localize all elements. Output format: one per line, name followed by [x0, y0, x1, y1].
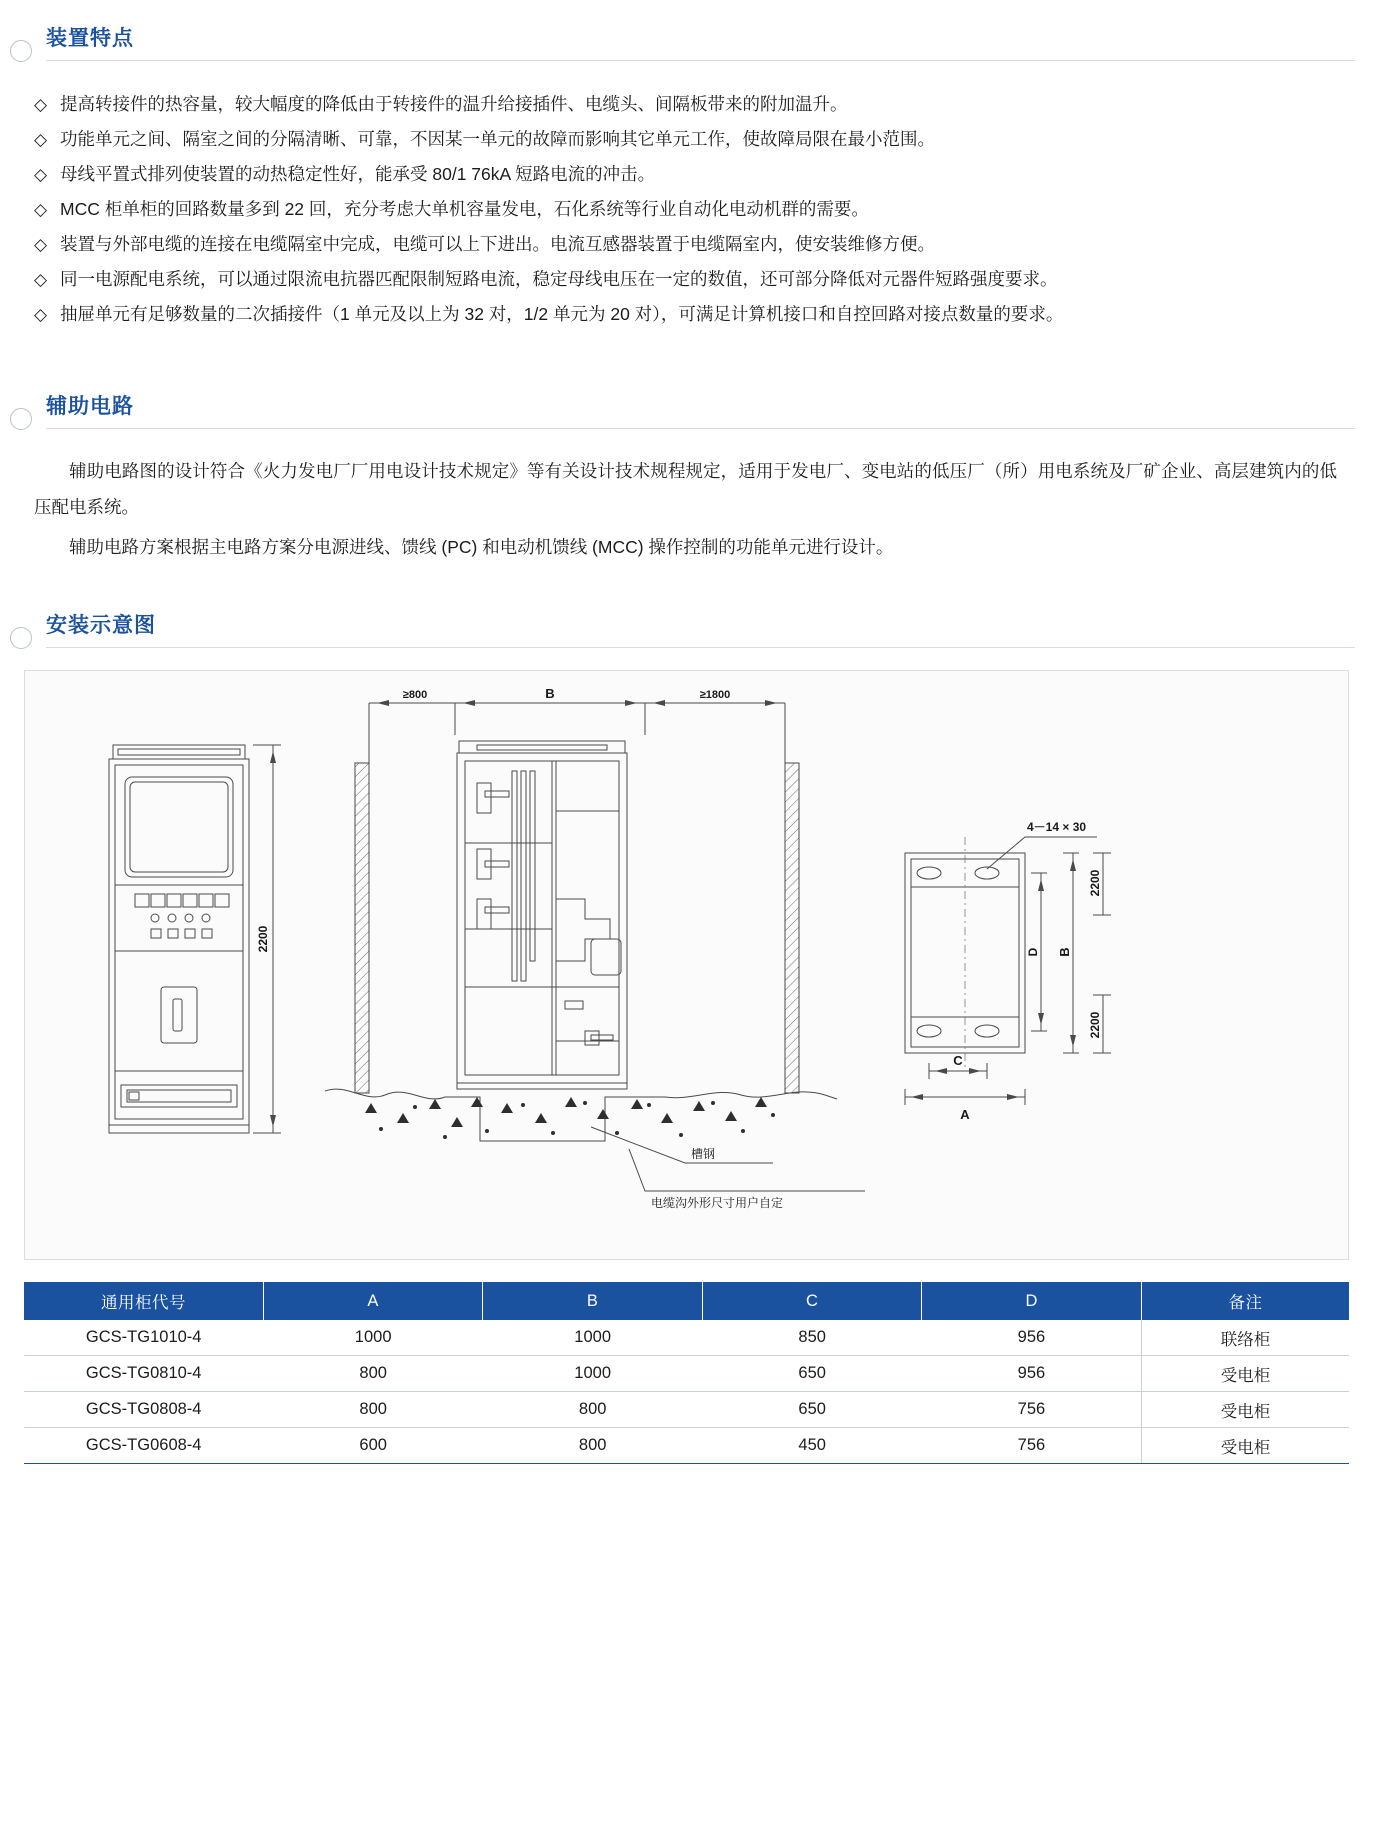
paragraph: 辅助电路方案根据主电路方案分电源进线、馈线 (PC) 和电动机馈线 (MCC) 操作控制的功能单元进行设计。 [69, 537, 894, 557]
section-title-installation: 安装示意图 [46, 614, 156, 637]
list-item-text: 装置与外部电缆的连接在电缆隔室中完成，电缆可以上下进出。电流互感器装置于电缆隔室内，使安装维修方便。 [60, 234, 935, 254]
cell-d: 756 [922, 1428, 1142, 1464]
cell-a: 1000 [263, 1320, 483, 1356]
dimension-label-a: A [960, 1107, 970, 1122]
col-header-note: 备注 [1141, 1282, 1349, 1320]
paragraph: 辅助电路图的设计符合《火力发电厂厂用电设计技术规定》等有关设计技术规程规定，适用于发电厂、变电站的低压厂（所）用电系统及厂矿企业、高层建筑内的低压配电系统。 [34, 461, 1337, 517]
list-item-text: 母线平置式排列使装置的动热稳定性好，能承受 80/1 76kA 短路电流的冲击。 [60, 164, 656, 184]
dimension-label-c: C [953, 1053, 963, 1068]
cell-code: GCS-TG1010-4 [24, 1320, 263, 1356]
diamond-bullet-icon: ◇ [34, 165, 48, 184]
note-cable-trench: 电缆沟外形尺寸用户自定 [651, 1196, 784, 1210]
spacer-install [0, 569, 1373, 609]
diagram-svg [25, 671, 1349, 1257]
table-header-row [24, 1282, 1349, 1320]
wall-left-hatch [355, 763, 369, 1093]
cell-note: 受电柜 [1141, 1428, 1349, 1464]
cell-b: 1000 [483, 1356, 703, 1392]
table-row [24, 1392, 1349, 1428]
list-item-text: MCC 柜单柜的回路数量多到 22 回，充分考虑大单机容量发电，石化系统等行业自动化电动机群的需要。 [60, 199, 869, 219]
ring-icon [10, 40, 32, 62]
cabinet-section [457, 741, 627, 1089]
cell-d: 756 [922, 1392, 1142, 1428]
list-item [34, 192, 1333, 227]
ground-speckles [365, 1097, 775, 1139]
cell-a: 800 [263, 1356, 483, 1392]
section-title-auxiliary: 辅助电路 [46, 395, 134, 418]
spacer-top [0, 0, 1373, 22]
spec-table [24, 1282, 1349, 1464]
section-header-features [0, 22, 1373, 61]
cell-note: 联络柜 [1141, 1320, 1349, 1356]
section-title-features: 装置特点 [46, 27, 134, 50]
cell-code: GCS-TG0608-4 [24, 1428, 263, 1464]
cell-note: 受电柜 [1141, 1392, 1349, 1428]
col-header-b: B [483, 1282, 703, 1320]
cell-a: 600 [263, 1428, 483, 1464]
list-item [34, 87, 1333, 122]
table-row [24, 1356, 1349, 1392]
section-rule [46, 647, 1355, 648]
diamond-bullet-icon: ◇ [34, 200, 48, 219]
ring-icon [10, 408, 32, 430]
cell-code: GCS-TG0810-4 [24, 1356, 263, 1392]
dimension-label-right-gap: ≥1800 [699, 689, 731, 701]
dimension-label-2200-top: 2200 [1088, 869, 1102, 897]
cell-c: 450 [702, 1428, 922, 1464]
dimension-label-d: D [1026, 947, 1040, 957]
spec-table-wrap [24, 1282, 1349, 1464]
cell-c: 850 [702, 1320, 922, 1356]
list-item [34, 157, 1333, 192]
list-item-text: 同一电源配电系统，可以通过限流电抗器匹配限制短路电流，稳定母线电压在一定的数值，还可部分降低对元器件短路强度要求。 [60, 269, 1058, 289]
cell-note: 受电柜 [1141, 1356, 1349, 1392]
col-header-a: A [263, 1282, 483, 1320]
hole-spec-label: 4－14 × 30 [1027, 820, 1087, 834]
diamond-bullet-icon: ◇ [34, 305, 48, 324]
list-item-text: 提高转接件的热容量，较大幅度的降低由于转接件的温升给接插件、电缆头、间隔板带来的附加温升。 [60, 94, 848, 114]
cell-code: GCS-TG0808-4 [24, 1392, 263, 1428]
list-item-text: 抽屉单元有足够数量的二次插接件（1 单元及以上为 32 对，1/2 单元为 20 对），可满足计算机接口和自控回路对接点数量的要求。 [60, 304, 1064, 324]
section-rule [46, 60, 1355, 61]
cell-a: 800 [263, 1392, 483, 1428]
features-list [0, 87, 1373, 332]
dimension-right-group [905, 853, 1111, 1105]
table-row [24, 1320, 1349, 1356]
note-channel-steel: 槽钢 [691, 1147, 716, 1161]
diamond-bullet-icon: ◇ [34, 95, 48, 114]
table-body [24, 1320, 1349, 1464]
col-header-c: C [702, 1282, 922, 1320]
table-head [24, 1282, 1349, 1320]
dimension-label-height-left: 2200 [256, 925, 270, 953]
diamond-bullet-icon: ◇ [34, 270, 48, 289]
cell-d: 956 [922, 1356, 1142, 1392]
table-row [24, 1428, 1349, 1464]
col-header-d: D [922, 1282, 1142, 1320]
cell-b: 800 [483, 1428, 703, 1464]
left-front-view [109, 745, 249, 1133]
diamond-bullet-icon: ◇ [34, 130, 48, 149]
wall-right-hatch [785, 763, 799, 1093]
dimension-label-b: B [545, 686, 555, 701]
dimension-label-left-gap: ≥800 [402, 689, 428, 701]
section-header-installation [0, 609, 1373, 648]
installation-diagram [24, 670, 1349, 1260]
spacer-aux [0, 332, 1373, 390]
cell-b: 1000 [483, 1320, 703, 1356]
list-item-text: 功能单元之间、隔室之间的分隔清晰、可靠，不因某一单元的故障而影响其它单元工作，使故障局限在最小范围。 [60, 129, 935, 149]
cell-b: 800 [483, 1392, 703, 1428]
section-rule [46, 428, 1355, 429]
dimension-label-b-right: B [1057, 947, 1072, 957]
list-item [34, 227, 1333, 262]
list-item [34, 122, 1333, 157]
ring-icon [10, 627, 32, 649]
diamond-bullet-icon: ◇ [34, 235, 48, 254]
auxiliary-paragraphs [0, 453, 1373, 565]
dimension-label-2200-bottom: 2200 [1088, 1011, 1102, 1039]
cell-d: 956 [922, 1320, 1142, 1356]
leader-lines [591, 1127, 865, 1191]
cell-c: 650 [702, 1356, 922, 1392]
section-header-auxiliary [0, 390, 1373, 429]
dimension-top [369, 700, 785, 763]
cell-c: 650 [702, 1392, 922, 1428]
list-item [34, 297, 1333, 332]
list-item [34, 262, 1333, 297]
col-header-code: 通用柜代号 [24, 1282, 263, 1320]
